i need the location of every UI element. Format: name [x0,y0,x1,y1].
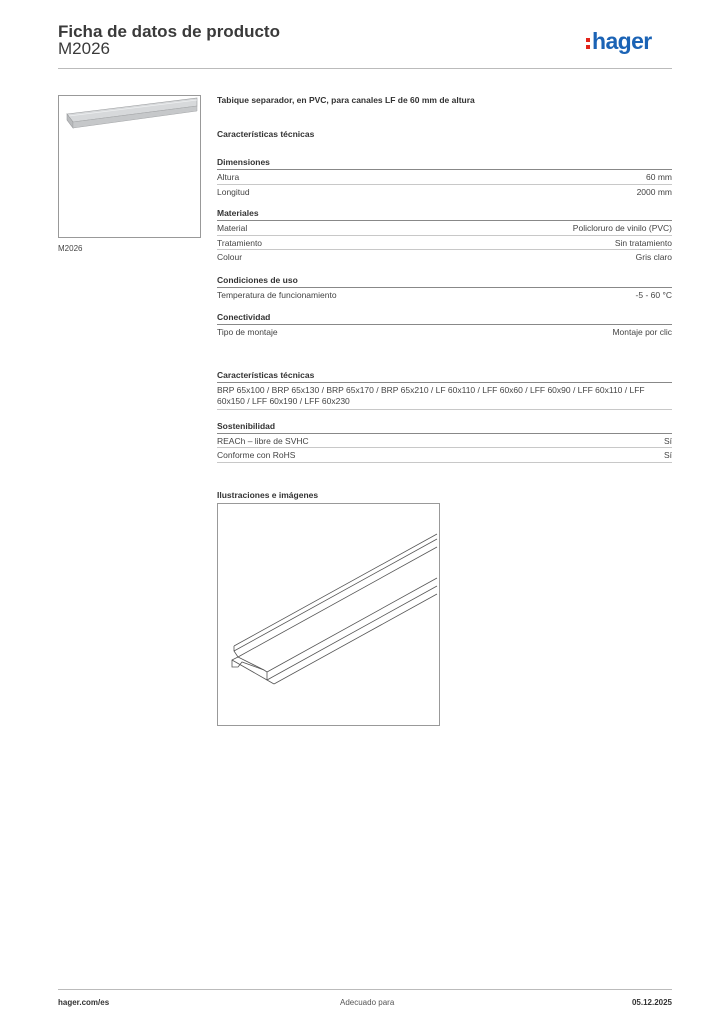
separator-line-drawing-icon [218,504,439,725]
spec-row [217,221,672,236]
spec-row [217,448,672,463]
spec-label: Temperatura de funcionamiento [217,289,337,300]
spec-label: Longitud [217,186,250,197]
footer-suitable-for: Adecuado para [340,998,395,1007]
product-thumbnail [58,95,201,238]
spec-row [217,170,672,185]
product-description: Tabique separador, en PVC, para canales LF de 60 mm de altura [217,95,475,105]
section-compatibility [217,370,672,410]
compatibility-list: BRP 65x100 / BRP 65x130 / BRP 65x170 / BRP 65x210 / LF 60x110 / LFF 60x60 / LFF 60x90 / LFF 60x110 / LFF 60x150 / LFF 60x190 / LFF 60x230 [217,383,672,410]
section-usage [217,275,672,303]
section-dimensions [217,157,672,199]
section-sustainability [217,421,672,463]
section-title: Condiciones de uso [217,275,672,288]
section-title: Sostenibilidad [217,421,672,434]
section-title: Dimensiones [217,157,672,170]
spec-value: Sin tratamiento [614,237,672,248]
page-title: Ficha de datos de producto [58,22,280,41]
section-title: Materiales [217,208,672,221]
spec-value: Policloruro de vinilo (PVC) [572,223,672,233]
section-connectivity [217,312,672,340]
spec-value: Sí [663,450,672,460]
tech-heading: Características técnicas [217,129,315,139]
product-reference: M2026 [58,39,110,58]
spec-value: 60 mm [646,172,672,182]
illustrations-title: Ilustraciones e imágenes [217,489,319,500]
product-details [217,95,672,500]
separator-profile-thumbnail-icon [59,96,200,237]
logo-dots-icon [586,36,590,52]
section-title: Características técnicas [217,370,672,383]
spec-label: Conforme con RoHS [217,450,296,460]
spec-label: Colour [217,252,243,262]
spec-value: Gris claro [635,252,672,262]
spec-value: 2000 mm [636,186,672,197]
header-divider [58,68,672,69]
section-title: Conectividad [217,312,672,325]
hager-logo [592,28,652,55]
spec-value: Montaje por clic [612,327,672,337]
spec-row [217,434,672,449]
footer-date: 05.12.2025 [631,998,672,1007]
section-materials [217,208,672,265]
logo-text: hager [592,28,652,54]
footer-divider [58,989,672,990]
product-illustration [217,503,440,726]
spec-label: Tipo de montaje [217,327,278,337]
spec-row [217,236,672,251]
spec-row [217,325,672,340]
spec-row [217,288,672,303]
spec-label: REACh – libre de SVHC [217,435,309,446]
spec-value: -5 - 60 °C [635,289,672,300]
spec-label: Material [217,223,248,233]
spec-row [217,250,672,265]
spec-row [217,185,672,200]
thumbnail-caption: M2026 [58,244,83,253]
footer-website[interactable]: hager.com/es [58,998,110,1007]
spec-label: Altura [217,172,240,182]
spec-value: Sí [663,435,672,446]
spec-label: Tratamiento [217,237,263,248]
